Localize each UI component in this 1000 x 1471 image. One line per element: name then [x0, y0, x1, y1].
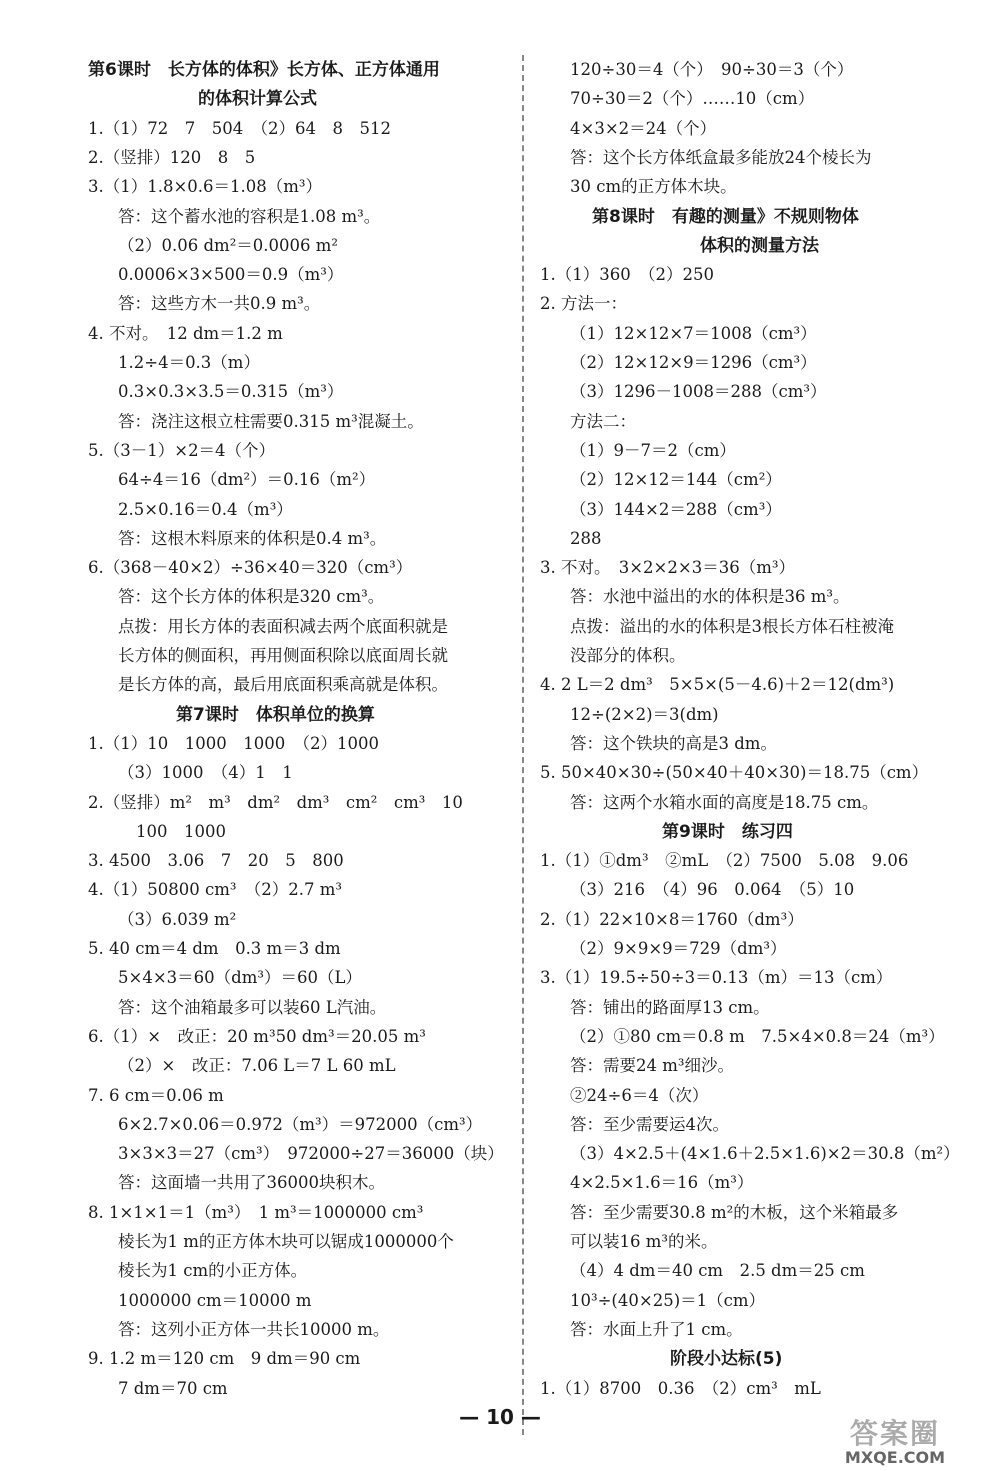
answer-line: （3）216 （4）96 0.064 （5）10 [570, 880, 855, 900]
answer-line: （2）①80 cm＝0.8 m 7.5×4×0.8＝24（m³） [570, 1026, 945, 1046]
answer-line: 4. 2 L＝2 dm³ 5×5×(5－4.6)＋2＝12(dm³) [540, 675, 895, 695]
answer-line: 6×2.7×0.06＝0.972（m³）＝972000（cm³） [118, 1114, 483, 1134]
answer-line: 3. 4500 3.06 7 20 5 800 [88, 851, 344, 871]
answer-line: 3.（1）1.8×0.6＝1.08（m³） [88, 177, 323, 197]
answer-line: 4. 不对。 12 dm＝1.2 m [88, 323, 283, 343]
answer-line: 3. 不对。 3×2×2×3＝36（m³） [540, 558, 795, 578]
answer-line: 120÷30＝4（个） 90÷30＝3（个） [570, 60, 854, 79]
answer-line: （3）1000 （4）1 1 [118, 763, 293, 783]
answer-line: 10³÷(40×25)＝1（cm） [570, 1290, 766, 1310]
answer-line: 30 cm的正方体木块。 [570, 177, 737, 197]
answer-line: 4.（1）50800 cm³ （2）2.7 m³ [88, 880, 342, 900]
answer-line: 答：这个长方体纸盒最多能放24个棱长为 [570, 147, 872, 167]
answer-line: 2. 方法一： [540, 294, 627, 314]
section-heading: 第8课时 有趣的测量》不规则物体 [592, 206, 859, 227]
answer-line: 答：这个铁块的高是3 dm。 [570, 733, 777, 753]
answer-line: 3.（1）19.5÷50÷3＝0.13（m）＝13（cm） [540, 968, 893, 988]
watermark-title: 答案圈 [849, 1417, 940, 1450]
answer-line: 2.（1）22×10×8＝1760（dm³） [540, 909, 804, 929]
answer-line: 2.（竖排）120 8 5 [88, 147, 256, 167]
answer-line: 方法二： [570, 411, 636, 431]
answer-line: 答：至少需要30.8 m²的木板，这个米箱最多 [570, 1202, 899, 1222]
section-heading: 第7课时 体积单位的换算 [176, 704, 375, 725]
answer-line: 1.（1）360 （2）250 [540, 265, 714, 285]
answer-line: 4×2.5×1.6＝16（m³） [570, 1173, 754, 1193]
answer-line: 0.3×0.3×3.5＝0.315（m³） [118, 382, 344, 402]
answer-line: 没部分的体积。 [570, 646, 686, 665]
answer-line: 答：这个油箱最多可以装60 L汽油。 [118, 997, 387, 1017]
answer-line: 可以装16 m³的米。 [570, 1232, 718, 1251]
answer-line: 5. 40 cm＝4 dm 0.3 m＝3 dm [88, 939, 341, 958]
answer-line: 5.（3－1）×2＝4（个） [88, 440, 276, 460]
answer-line: 答：这面墙一共用了36000块积木。 [118, 1173, 385, 1193]
answer-line: 5. 50×40×30÷(50×40＋40×30)＝18.75（cm） [540, 763, 929, 783]
answer-line: （1）12×12×7＝1008（cm³） [570, 323, 817, 343]
answer-line: 6.（1）× 改正：20 m³50 dm³＝20.05 m³ [88, 1026, 426, 1046]
answer-line: （3）144×2＝288（cm³） [570, 499, 782, 519]
section-heading: 第9课时 练习四 [662, 821, 793, 842]
answer-line: 答：水面上升了1 cm。 [570, 1319, 743, 1339]
answer-line: 1.（1）72 7 504 （2）64 8 512 [88, 118, 391, 138]
answer-line: 1000000 cm＝10000 m [118, 1290, 312, 1310]
answer-line: （1）9－7＝2（cm） [570, 440, 736, 460]
answer-line: 答：水池中溢出的水的体积是36 m³。 [570, 587, 850, 607]
answer-line: （2）12×12×9＝1296（cm³） [570, 353, 817, 372]
answer-line: 点拨：用长方体的表面积减去两个底面积就是 [118, 616, 448, 636]
answer-line: 答：这个蓄水池的容积是1.08 m³。 [118, 206, 381, 226]
answer-line: 答：这个长方体的体积是320 cm³。 [118, 587, 385, 607]
answer-line: 答：这根木料原来的体积是0.4 m³。 [118, 528, 387, 548]
answer-line: 1.（1）①dm³ ②mL （2）7500 5.08 9.06 [540, 851, 909, 871]
answer-line: 答：这列小正方体一共长10000 m。 [118, 1319, 390, 1339]
answer-line: 6.（368－40×2）÷36×40＝320（cm³） [88, 558, 413, 578]
answer-line: 答：浇注这根立柱需要0.315 m³混凝土。 [118, 411, 424, 431]
section-heading: 阶段小达标(5) [670, 1349, 783, 1370]
watermark-url: MXQE.COM [844, 1448, 946, 1467]
answer-line: （3）6.039 m² [118, 909, 237, 929]
section-heading: 体积的测量方法 [700, 235, 819, 256]
answer-line: 答：这些方木一共0.9 m³。 [118, 294, 321, 314]
answer-line: 答：铺出的路面厚13 cm。 [570, 997, 770, 1017]
answer-line: （3）1296－1008＝288（cm³） [570, 382, 827, 402]
answer-line: ②24÷6＝4（次） [570, 1085, 709, 1105]
answer-line: 点拨：溢出的水的体积是3根长方体石柱被淹 [570, 616, 894, 636]
answer-line: 64÷4＝16（dm²）＝0.16（m²） [118, 470, 376, 490]
answer-line: 1.2÷4＝0.3（m） [118, 353, 260, 372]
watermark-logo [800, 1417, 990, 1468]
answer-line: 答：至少需要运4次。 [570, 1114, 729, 1134]
answer-line: 7 dm＝70 cm [118, 1378, 228, 1398]
answer-line: （4）4 dm＝40 cm 2.5 dm＝25 cm [570, 1261, 865, 1281]
answer-line: 2.（竖排）m² m³ dm² dm³ cm² cm³ 10 [88, 792, 463, 812]
answer-line: 70÷30＝2（个）……10（cm） [570, 89, 815, 109]
answer-line: 8. 1×1×1＝1（m³） 1 m³＝1000000 cm³ [88, 1202, 424, 1222]
answer-line: 棱长为1 m的正方体木块可以锯成1000000个 [118, 1232, 454, 1251]
answer-line: 7. 6 cm＝0.06 m [88, 1085, 224, 1105]
answer-line: 12÷(2×2)＝3(dm) [570, 704, 719, 724]
answer-line: 答：需要24 m³细沙。 [570, 1056, 735, 1076]
answer-line: 9. 1.2 m＝120 cm 9 dm＝90 cm [88, 1349, 361, 1369]
answer-line: 1.（1）8700 0.36 （2）cm³ mL [540, 1378, 821, 1398]
answer-line: 3×3×3＝27（cm³） 972000÷27＝36000（块） [118, 1144, 504, 1164]
answer-line: 2.5×0.16＝0.4（m³） [118, 499, 293, 519]
answer-line: （2）12×12＝144（cm²） [570, 470, 782, 490]
answer-line: （2）0.06 dm²＝0.0006 m² [118, 235, 339, 255]
answer-line: （2）× 改正：7.06 L＝7 L 60 mL [118, 1056, 396, 1076]
answer-line: 棱长为1 cm的小正方体。 [118, 1261, 308, 1281]
section-heading: 的体积计算公式 [198, 89, 317, 110]
answer-line: 答：这两个水箱水面的高度是18.75 cm。 [570, 792, 879, 812]
section-heading: 第6课时 长方体的体积》长方体、正方体通用 [88, 60, 440, 80]
answer-line: 是长方体的高，最后用底面积乘高就是体积。 [118, 675, 448, 695]
answer-line: 长方体的侧面积，再用侧面积除以底面周长就 [118, 646, 448, 665]
answer-line: 5×4×3＝60（dm³）＝60（L） [118, 968, 362, 988]
answer-line: 288 [570, 528, 602, 548]
column-divider [522, 55, 524, 1435]
answer-line: 1.（1）10 1000 1000 （2）1000 [88, 733, 379, 753]
answer-line: 100 1000 [136, 821, 226, 841]
answer-line: 0.0006×3×500＝0.9（m³） [118, 265, 344, 285]
page-number: — 10 — [459, 1405, 541, 1429]
answer-line: 4×3×2＝24（个） [570, 118, 717, 138]
answer-line: （3）4×2.5＋(4×1.6＋2.5×1.6)×2＝30.8（m²） [570, 1144, 960, 1164]
answer-line: （2）9×9×9＝729（dm³） [570, 939, 787, 958]
